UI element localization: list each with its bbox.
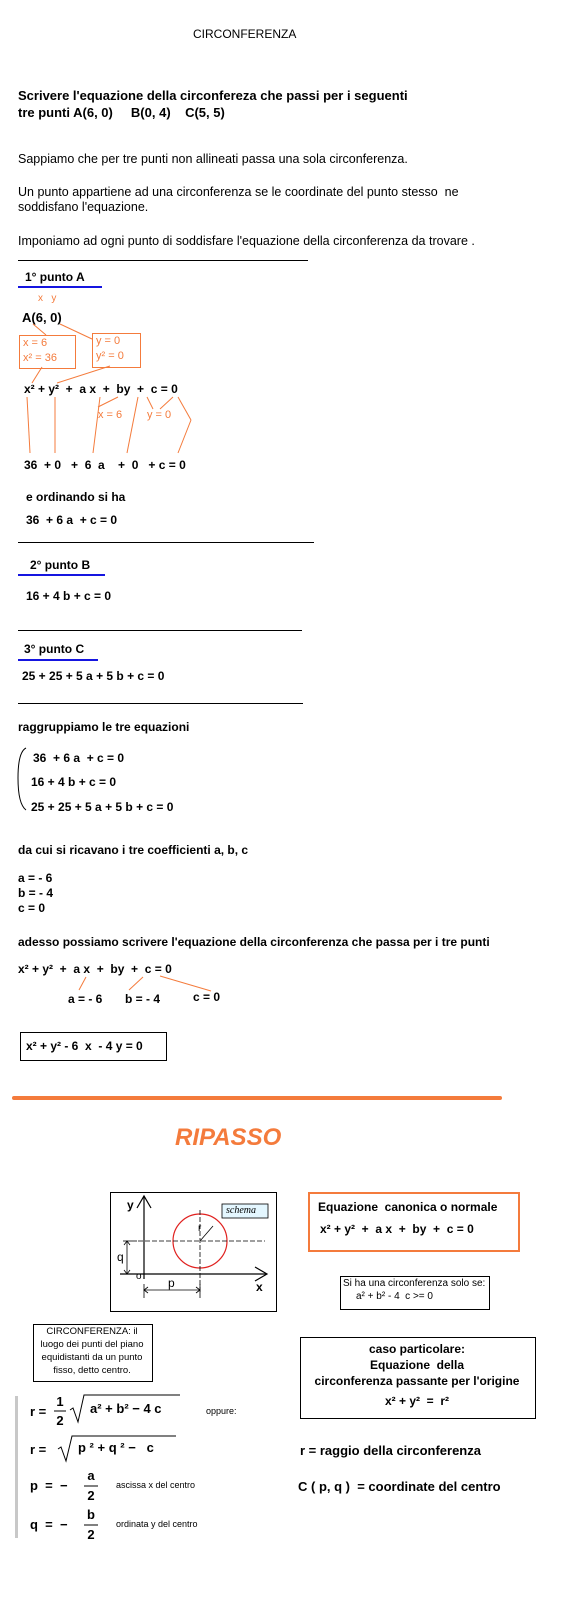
point-b-result: 16 + 4 b + c = 0 [26, 589, 112, 603]
group-label: raggruppiamo le tre equazioni [18, 720, 190, 734]
problem-line-1: Scrivere l'equazione della circonfereza che passi per i seguenti [18, 88, 408, 103]
p-formula-lhs: p = − [30, 1478, 68, 1493]
system-eq-2: 16 + 4 b + c = 0 [31, 775, 117, 789]
special-line-4: x² + y² = r² [384, 1394, 450, 1408]
special-line-3: circonferenza passante per l'origine [314, 1374, 520, 1388]
r-formula-2-lhs: r = [30, 1442, 47, 1457]
intro-paragraph-3: Imponiamo ad ogni punto di soddisfare l'equazione della circonferenza da trovare . [18, 234, 475, 248]
schema-y-label: y [127, 1198, 134, 1212]
x-squared-value: x² = 36 [23, 352, 57, 364]
q-formula-note: ordinata y del centro [116, 1519, 198, 1529]
or-note: oppure: [206, 1406, 237, 1416]
special-line-2: Equazione della [369, 1358, 465, 1372]
canonical-title: Equazione canonica o normale [318, 1200, 498, 1214]
general-equation: x² + y² + a x + by + c = 0 [24, 382, 178, 396]
point-c-result: 25 + 25 + 5 a + 5 b + c = 0 [22, 669, 165, 683]
problem-line-2: tre punti A(6, 0) B(0, 4) C(5, 5) [18, 105, 225, 120]
intro-paragraph-2b: soddisfano l'equazione. [18, 200, 149, 214]
condition-line-1: Si ha una circonferenza solo se: [343, 1278, 486, 1289]
definition-line-4: fisso, detto centro. [53, 1365, 131, 1376]
r-formula-1-denominator: 2 [56, 1413, 64, 1428]
y-squared-value: y² = 0 [96, 350, 124, 362]
schema-tag: schema [226, 1205, 256, 1216]
schema-x-label: x [256, 1280, 263, 1294]
final-label: adesso possiamo scrivere l'equazione della circonferenza che passa per i tre punti [18, 935, 490, 949]
y-value: y = 0 [96, 335, 121, 347]
page-title: CIRCONFERENZA [193, 27, 297, 41]
coefficients-label: da cui si ricavano i tre coefficienti a, b, c [18, 843, 249, 857]
p-formula-numerator: a [87, 1468, 95, 1483]
intro-paragraph-1: Sappiamo che per tre punti non allineati passa una sola circonferenza. [18, 152, 408, 166]
schema-origin-label: o [136, 1271, 142, 1282]
q-formula-denominator: 2 [87, 1527, 95, 1542]
q-formula-numerator: b [87, 1507, 95, 1522]
x-value: x = 6 [23, 337, 48, 349]
p-formula-note: ascissa x del centro [116, 1480, 196, 1490]
q-formula-lhs: q = − [30, 1517, 68, 1532]
special-line-1: caso particolare: [368, 1342, 466, 1356]
p-formula-denominator: 2 [87, 1488, 95, 1503]
point-b-heading: 2° punto B [30, 558, 91, 572]
coefficient-c: c = 0 [18, 901, 46, 915]
final-b: b = - 4 [125, 992, 161, 1006]
r-formula-1-radicand: a² + b² − 4 c [90, 1401, 162, 1416]
canonical-equation: x² + y² + a x + by + c = 0 [320, 1222, 474, 1236]
final-a: a = - 6 [68, 992, 103, 1006]
substituted-equation: 36 + 0 + 6 a + 0 + c = 0 [24, 458, 186, 472]
schema-p-label: p [168, 1276, 175, 1290]
ripasso-title: RIPASSO [175, 1124, 282, 1151]
point-a-heading: 1° punto A [25, 270, 85, 284]
xy-labels: x y [38, 293, 57, 304]
center-definition: C ( p, q ) = coordinate del centro [298, 1479, 501, 1494]
definition-line-1: CIRCONFERENZA: il [46, 1326, 138, 1337]
ordering-label: e ordinando si ha [26, 490, 126, 504]
schema-q-label: q [117, 1250, 124, 1264]
r-formula-1-numerator: 1 [56, 1394, 64, 1409]
coefficient-a: a = - 6 [18, 871, 53, 885]
final-c: c = 0 [193, 990, 221, 1004]
point-a-result: 36 + 6 a + c = 0 [26, 513, 118, 527]
schema-r-label: r [198, 1223, 202, 1234]
r-formula-1-lhs: r = [30, 1404, 47, 1419]
r-formula-2-radicand: p ² + q ² − c [78, 1440, 154, 1455]
definition-line-3: equidistanti da un punto [41, 1352, 143, 1363]
system-eq-1: 36 + 6 a + c = 0 [33, 751, 125, 765]
final-general-equation: x² + y² + a x + by + c = 0 [18, 962, 172, 976]
condition-line-2: a² + b² - 4 c >= 0 [356, 1291, 433, 1302]
intro-paragraph-2a: Un punto appartiene ad una circonferenza se le coordinate del punto stesso ne [18, 185, 459, 199]
x-annotation: x = 6 [98, 409, 123, 421]
point-c-heading: 3° punto C [24, 642, 85, 656]
radius-definition: r = raggio della circonferenza [300, 1443, 481, 1458]
coefficient-b: b = - 4 [18, 886, 54, 900]
y-annotation: y = 0 [147, 409, 172, 421]
point-a: A(6, 0) [22, 310, 62, 325]
system-eq-3: 25 + 25 + 5 a + 5 b + c = 0 [31, 800, 174, 814]
definition-line-2: luogo dei punti del piano [40, 1339, 144, 1350]
final-answer: x² + y² - 6 x - 4 y = 0 [26, 1039, 143, 1053]
